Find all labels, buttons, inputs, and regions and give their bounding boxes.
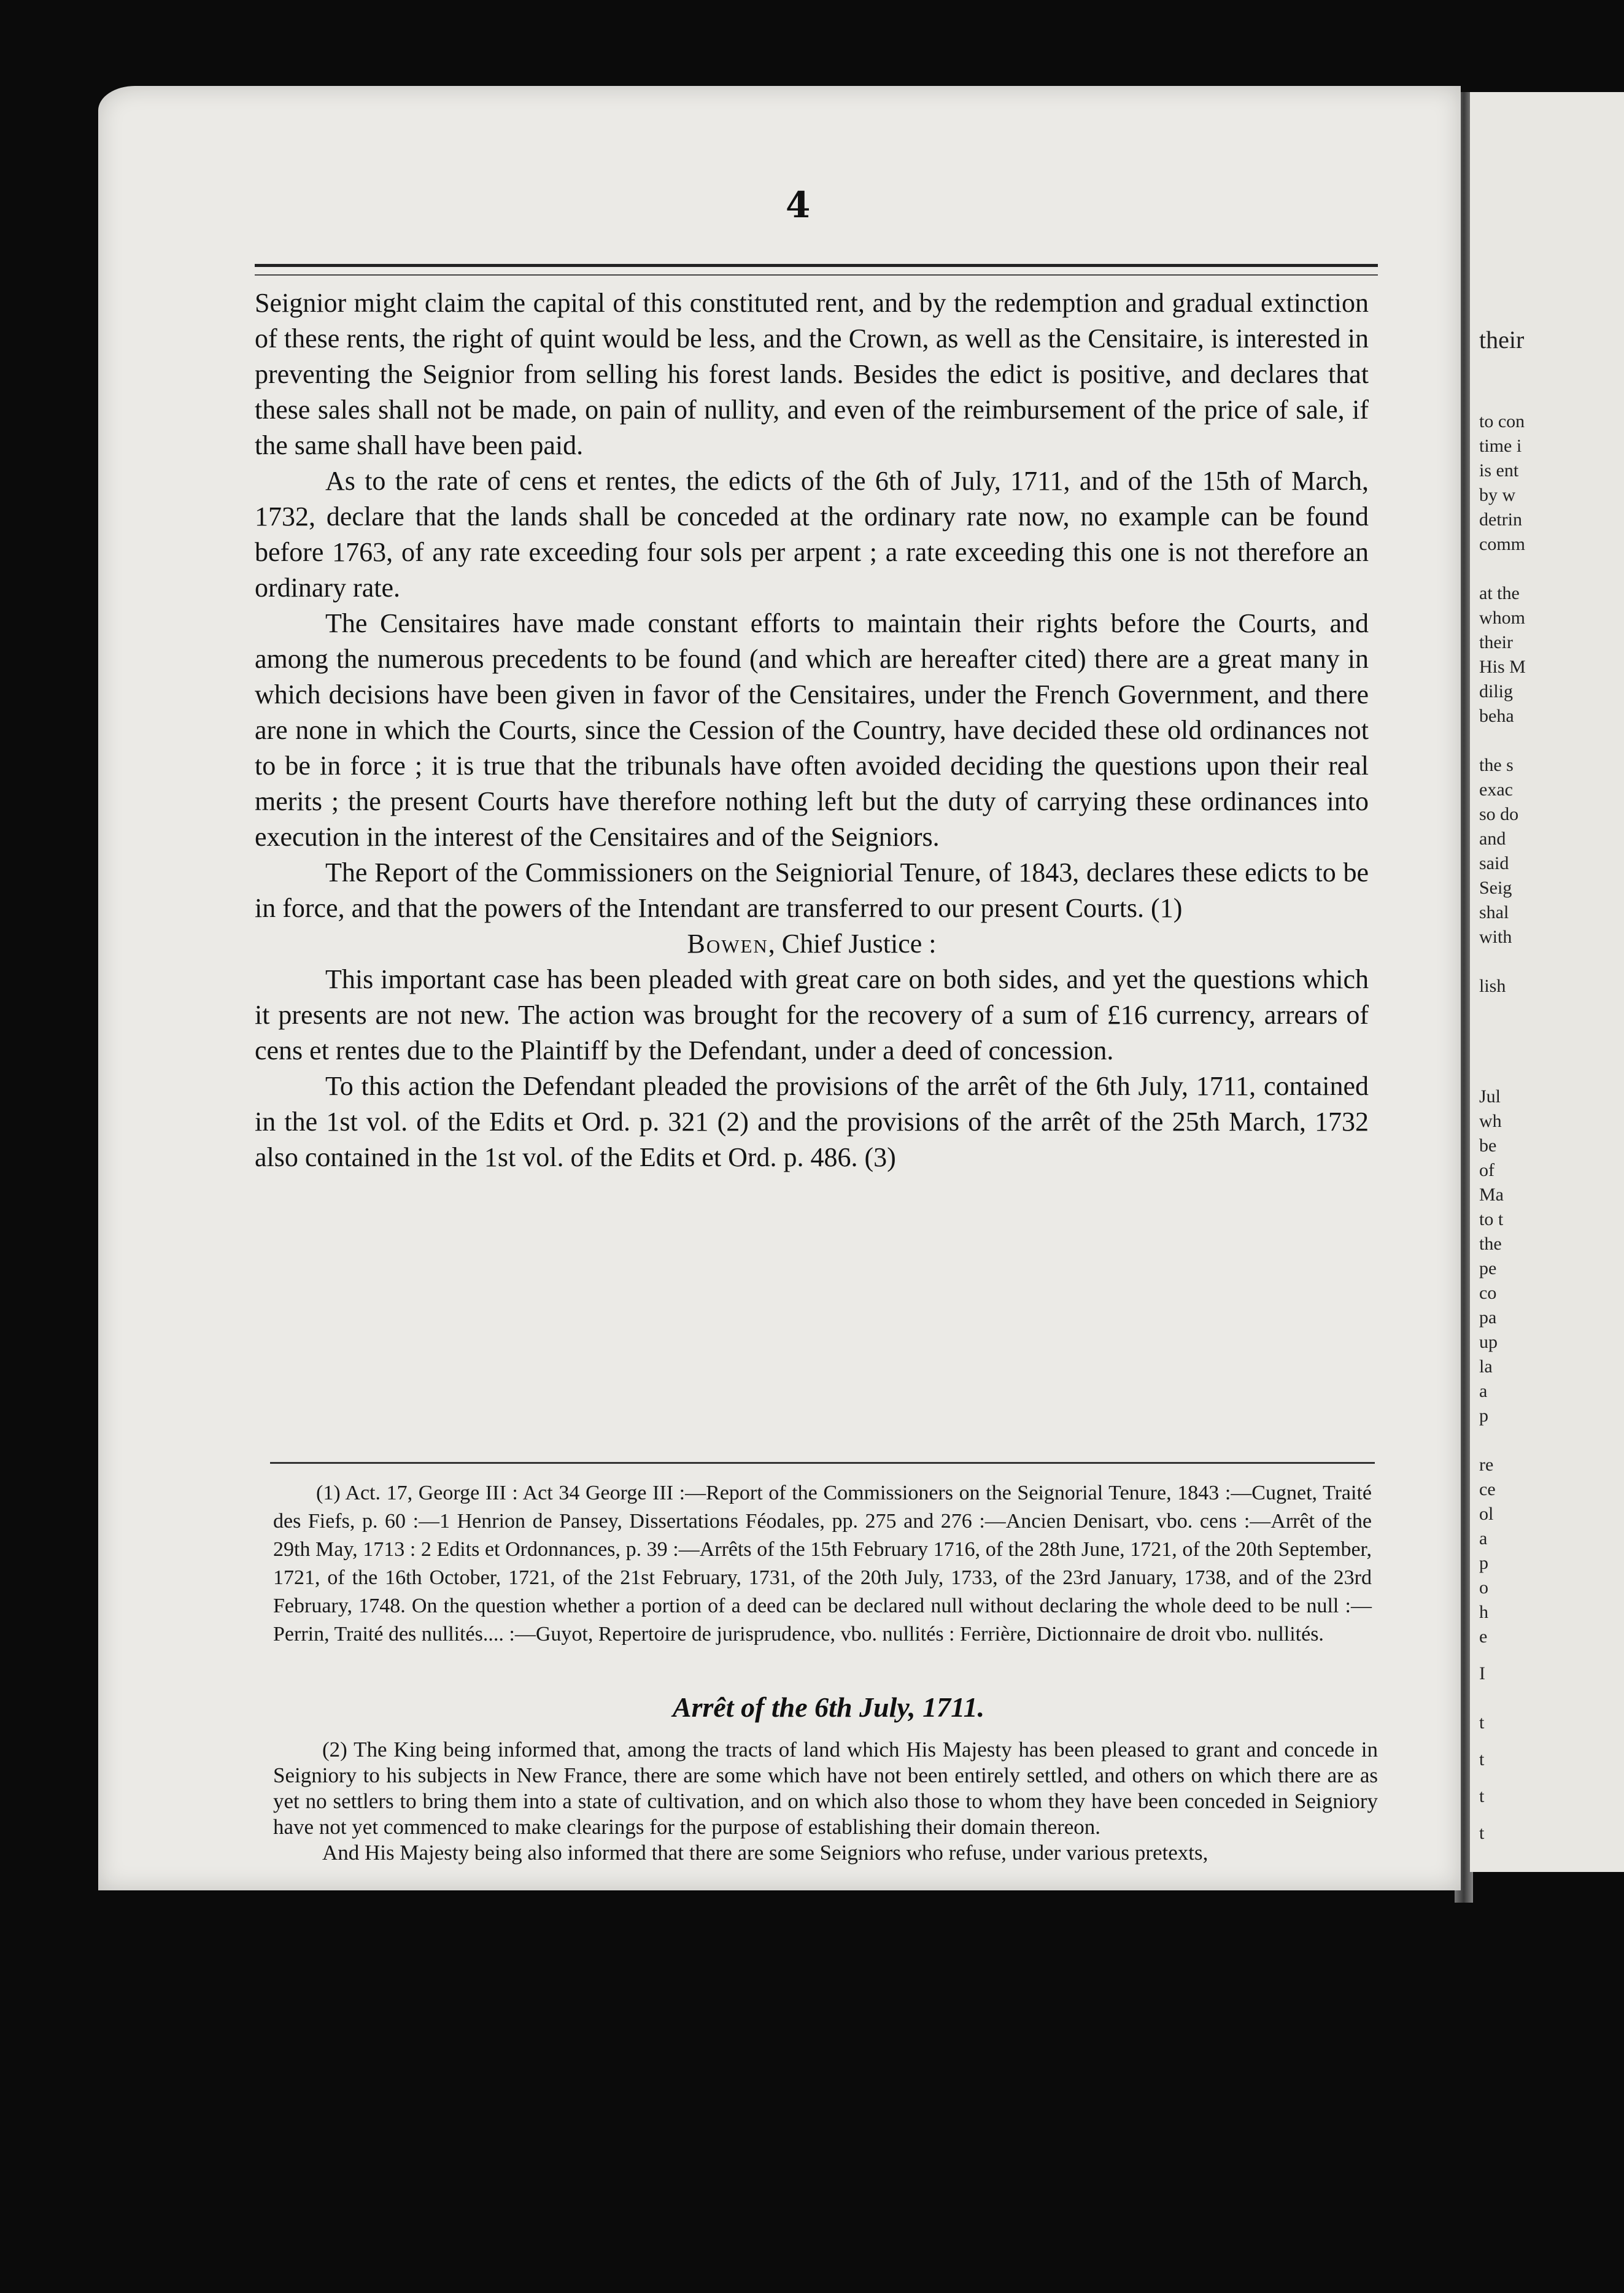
arret-title: Arrêt of the 6th July, 1711. (672, 1692, 985, 1723)
side-page-fragment: whom (1479, 608, 1525, 628)
side-page-fragment: a (1479, 1381, 1488, 1401)
side-page-fragment: la (1479, 1356, 1493, 1377)
side-page-fragment: at the (1479, 583, 1520, 603)
page-number: 4 (786, 184, 811, 226)
footnote-rule (270, 1462, 1375, 1464)
side-page-fragment: a (1479, 1528, 1488, 1549)
side-page-fragment: e (1479, 1626, 1488, 1647)
adjacent-page-edge (1470, 92, 1624, 1872)
side-page-fragment: h (1479, 1602, 1488, 1622)
side-page-fragment: re (1479, 1455, 1494, 1475)
side-page-fragment: the s (1479, 755, 1514, 775)
paragraph-4: The Report of the Commissioners on the Seigniorial Tenure, of 1843, declares these edicts to be in force, and that the powers of the Intendant are transferred to our present Courts. (1) (255, 857, 1369, 923)
header-rule (255, 264, 1378, 276)
side-page-fragment: pe (1479, 1258, 1497, 1278)
side-page-fragment: o (1479, 1577, 1488, 1598)
side-page-fragment: Jul (1479, 1086, 1501, 1107)
side-page-fragment: pa (1479, 1307, 1497, 1328)
side-page-fragment: comm (1479, 534, 1525, 554)
side-page-fragment: their (1479, 632, 1513, 652)
side-page-fragment: said (1479, 853, 1509, 873)
side-page-fragment: up (1479, 1332, 1498, 1352)
side-page-fragment: Ma (1479, 1185, 1504, 1205)
side-page-fragment: I (1479, 1663, 1485, 1684)
paragraph-3: The Censitaires have made constant efforts to maintain their rights before the Courts, and among the numerous precedents to be found (and which are hereafter cited) there are a great many in which decisions have been given in favor of the Censitaires, under the French Government, and there are none in which the Courts, since the Cession of the Country, have decided these old ordinances not to be in force ; it is true that the tribunals have often avoided deciding the questions upon their real merits ; the present Courts have therefore nothing left but the duty of carrying these ordinances into execution in the interest of the Censitaires and of the Seigniors. (255, 608, 1369, 852)
side-page-fragment: of (1479, 1160, 1494, 1180)
paragraph-1: Seignior might claim the capital of this constituted rent, and by the redemption and gradual extinction of these rents, the right of quint would be less, and the Crown, as well as the Censitaire, is interested in preventing the Seignior from selling his forest lands. Besides the edict is positive, and declares that these sales shall not be made, on pain of nullity, and even of the reimbursement of the price of sale, if the same shall have been paid. (255, 288, 1369, 460)
side-page-fragment: the (1479, 1234, 1502, 1254)
side-page-fragment: p (1479, 1553, 1488, 1573)
side-page-fragment: t (1479, 1786, 1485, 1806)
side-page-fragment: exac (1479, 779, 1513, 800)
paragraph-2: As to the rate of cens et rentes, the edicts of the 6th of July, 1711, and of the 15th of March, 1732, declare that the lands shall be conceded at the ordinary rate now, no example can be found before 1763, of any rate exceeding four sols per arpent ; a rate exceeding this one is not therefore an ordinary rate. (255, 466, 1369, 603)
side-page-fragment: be (1479, 1135, 1497, 1156)
arret-text (273, 1737, 1378, 1866)
side-page-fragment: His M (1479, 657, 1526, 677)
side-page-fragment: wh (1479, 1111, 1502, 1131)
side-page-fragment: by w (1479, 485, 1516, 505)
side-page-fragment: t (1479, 1823, 1485, 1843)
side-page-fragment: ce (1479, 1479, 1496, 1499)
paragraph-6: To this action the Defendant pleaded the provisions of the arrêt of the 6th July, 1711, contained in the 1st vol. of the Edits et Ord. p. 321 (2) and the provisions of the arrêt of the 25th March, 1732 also contained in the 1st vol. of the Edits et Ord. p. 486. (3) (255, 1071, 1369, 1172)
side-page-fragment: ol (1479, 1504, 1494, 1524)
side-page-fragment: beha (1479, 706, 1514, 726)
paragraph-5: This important case has been pleaded with great care on both sides, and yet the questions which it presents are not new. The action was brought for the recovery of a sum of £16 currency, arrears of cens et rentes due to the Plaintiff by the Defendant, under a deed of concession. (255, 964, 1369, 1065)
arret-paragraph-1: (2) The King being informed that, among the tracts of land which His Majesty has been pleased to grant and concede in Seigniory to his subjects in New France, there are some which have not been entirely settled, and others on which there are as yet no settlers to bring them into a state of cultivation, and on which also those to whom they have been conceded in Seigniory have not yet commenced to make clearings for the purpose of establishing their domain thereon. (273, 1738, 1378, 1839)
side-page-fragment: detrin (1479, 509, 1522, 530)
side-page-fragment: t (1479, 1712, 1485, 1733)
judge-title: , Chief Justice : (768, 929, 937, 959)
main-body-text (255, 285, 1369, 1175)
arret-paragraph-2: And His Majesty being also informed that there are some Seigniors who refuse, under various pretexts, (322, 1841, 1208, 1865)
judge-name: Bowen (687, 929, 768, 959)
footnote-1: (1) Act. 17, George III : Act 34 George III :—Report of the Commissioners on the Seignorial Tenure, 1843 :—Cugnet, Traité des Fiefs, p. 60 :—1 Henrion de Pansey, Dissertations Féodales, pp. 275 and 276 :—Ancien Denisart, vbo. cens :—Arrêt of the 29th May, 1713 : 2 Edits et Ordonnances, p. 39 :—Arrêts of the 15th February 1716, of the 28th June, 1721, of the 20th September, 1721, of the 16th October, 1721, of the 21st February, 1731, of the 20th July, 1733, of the 23rd January, 1738, and of the 23rd February, 1748. On the question whether a portion of a deed can be declared null without declaring the whole deed to be null :—Perrin, Traité des nullités.... :—Guyot, Repertoire de jurisprudence, vbo. nullités : Ferrière, Dictionnaire de droit vbo. nullités. (273, 1482, 1372, 1645)
side-page-fragment: dilig (1479, 681, 1514, 702)
judge-heading (255, 926, 1369, 962)
side-page-fragment: so do (1479, 804, 1519, 824)
side-page-fragment: and (1479, 829, 1506, 849)
side-page-fragment: shal (1479, 902, 1509, 922)
side-page-fragment: to t (1479, 1209, 1504, 1229)
side-page-fragment: lish (1479, 976, 1506, 996)
side-page-fragment: with (1479, 927, 1512, 947)
side-page-fragment: their (1479, 326, 1525, 354)
side-page-fragment: time i (1479, 436, 1522, 456)
side-page-fragment: is ent (1479, 460, 1519, 481)
side-page-fragment: co (1479, 1283, 1497, 1303)
side-page-fragment: p (1479, 1406, 1488, 1426)
side-page-fragment: Seig (1479, 878, 1512, 898)
side-page-fragment: t (1479, 1749, 1485, 1769)
side-page-fragment: to con (1479, 411, 1525, 431)
